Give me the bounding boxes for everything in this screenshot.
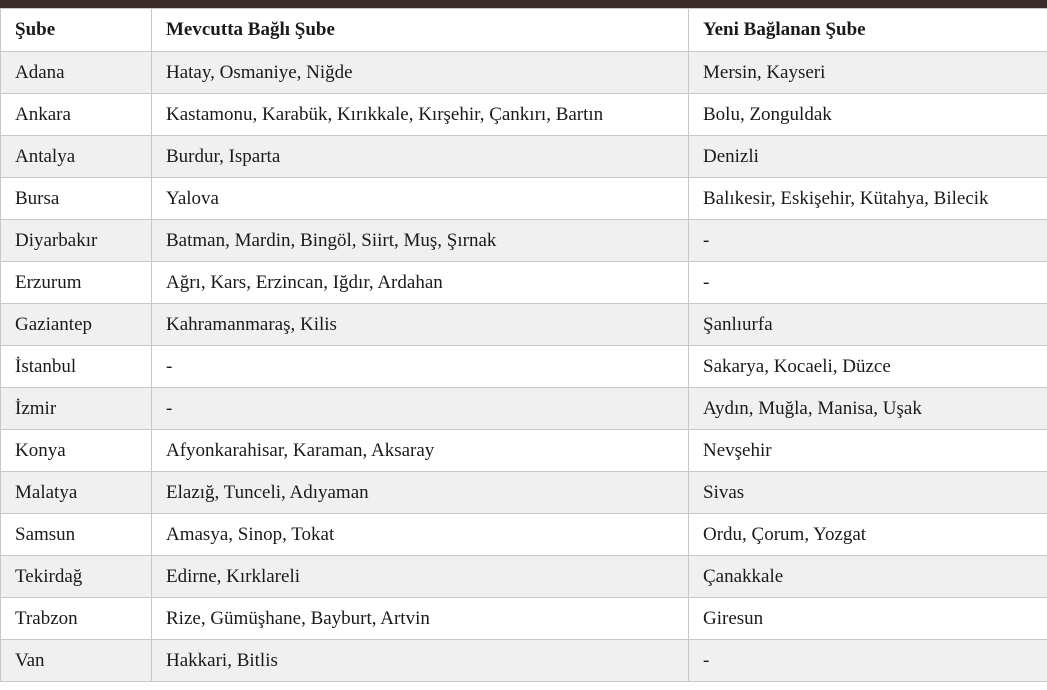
cell-branch: Diyarbakır	[1, 220, 152, 262]
cell-branch: Malatya	[1, 472, 152, 514]
cell-current-linked: Kahramanmaraş, Kilis	[152, 304, 689, 346]
table-row	[1, 178, 1047, 220]
cell-newly-linked: Nevşehir	[689, 430, 1047, 472]
cell-current-linked: -	[152, 388, 689, 430]
cell-branch: Tekirdağ	[1, 556, 152, 598]
cell-branch: Bursa	[1, 178, 152, 220]
table-row	[1, 472, 1047, 514]
table-row	[1, 94, 1047, 136]
header-row	[1, 9, 1047, 52]
cell-branch: Gaziantep	[1, 304, 152, 346]
cell-newly-linked: -	[689, 640, 1047, 682]
cell-branch: Samsun	[1, 514, 152, 556]
cell-branch: Ankara	[1, 94, 152, 136]
table-row	[1, 220, 1047, 262]
table-row	[1, 304, 1047, 346]
cell-newly-linked: Denizli	[689, 136, 1047, 178]
cell-branch: Erzurum	[1, 262, 152, 304]
table-row	[1, 514, 1047, 556]
cell-current-linked: -	[152, 346, 689, 388]
table-row	[1, 556, 1047, 598]
table-body	[1, 52, 1047, 682]
header-current-linked-branch: Mevcutta Bağlı Şube	[152, 9, 689, 52]
cell-newly-linked: Balıkesir, Eskişehir, Kütahya, Bilecik	[689, 178, 1047, 220]
cell-branch: Van	[1, 640, 152, 682]
cell-newly-linked: Bolu, Zonguldak	[689, 94, 1047, 136]
cell-newly-linked: Aydın, Muğla, Manisa, Uşak	[689, 388, 1047, 430]
cell-newly-linked: -	[689, 262, 1047, 304]
branch-table-container	[0, 8, 1047, 690]
cell-branch: İzmir	[1, 388, 152, 430]
table-header	[1, 9, 1047, 52]
cell-newly-linked: Ordu, Çorum, Yozgat	[689, 514, 1047, 556]
table-row	[1, 430, 1047, 472]
table-row	[1, 640, 1047, 682]
cell-newly-linked: Çanakkale	[689, 556, 1047, 598]
cell-current-linked: Elazığ, Tunceli, Adıyaman	[152, 472, 689, 514]
top-border-bar	[0, 0, 1047, 8]
cell-current-linked: Hakkari, Bitlis	[152, 640, 689, 682]
cell-branch: İstanbul	[1, 346, 152, 388]
cell-branch: Antalya	[1, 136, 152, 178]
table-row	[1, 388, 1047, 430]
cell-current-linked: Hatay, Osmaniye, Niğde	[152, 52, 689, 94]
cell-newly-linked: Sakarya, Kocaeli, Düzce	[689, 346, 1047, 388]
cell-current-linked: Batman, Mardin, Bingöl, Siirt, Muş, Şırnak	[152, 220, 689, 262]
table-row	[1, 346, 1047, 388]
table-row	[1, 598, 1047, 640]
cell-current-linked: Burdur, Isparta	[152, 136, 689, 178]
cell-current-linked: Kastamonu, Karabük, Kırıkkale, Kırşehir, Çankırı, Bartın	[152, 94, 689, 136]
cell-branch: Konya	[1, 430, 152, 472]
cell-branch: Adana	[1, 52, 152, 94]
cell-current-linked: Amasya, Sinop, Tokat	[152, 514, 689, 556]
cell-current-linked: Edirne, Kırklareli	[152, 556, 689, 598]
header-newly-linked-branch: Yeni Bağlanan Şube	[689, 9, 1047, 52]
cell-newly-linked: Giresun	[689, 598, 1047, 640]
cell-newly-linked: Sivas	[689, 472, 1047, 514]
table-row	[1, 136, 1047, 178]
table-row	[1, 52, 1047, 94]
cell-current-linked: Afyonkarahisar, Karaman, Aksaray	[152, 430, 689, 472]
cell-newly-linked: Mersin, Kayseri	[689, 52, 1047, 94]
branch-table	[0, 8, 1047, 682]
cell-newly-linked: -	[689, 220, 1047, 262]
cell-current-linked: Rize, Gümüşhane, Bayburt, Artvin	[152, 598, 689, 640]
cell-current-linked: Ağrı, Kars, Erzincan, Iğdır, Ardahan	[152, 262, 689, 304]
cell-current-linked: Yalova	[152, 178, 689, 220]
cell-newly-linked: Şanlıurfa	[689, 304, 1047, 346]
table-row	[1, 262, 1047, 304]
header-branch: Şube	[1, 9, 152, 52]
cell-branch: Trabzon	[1, 598, 152, 640]
